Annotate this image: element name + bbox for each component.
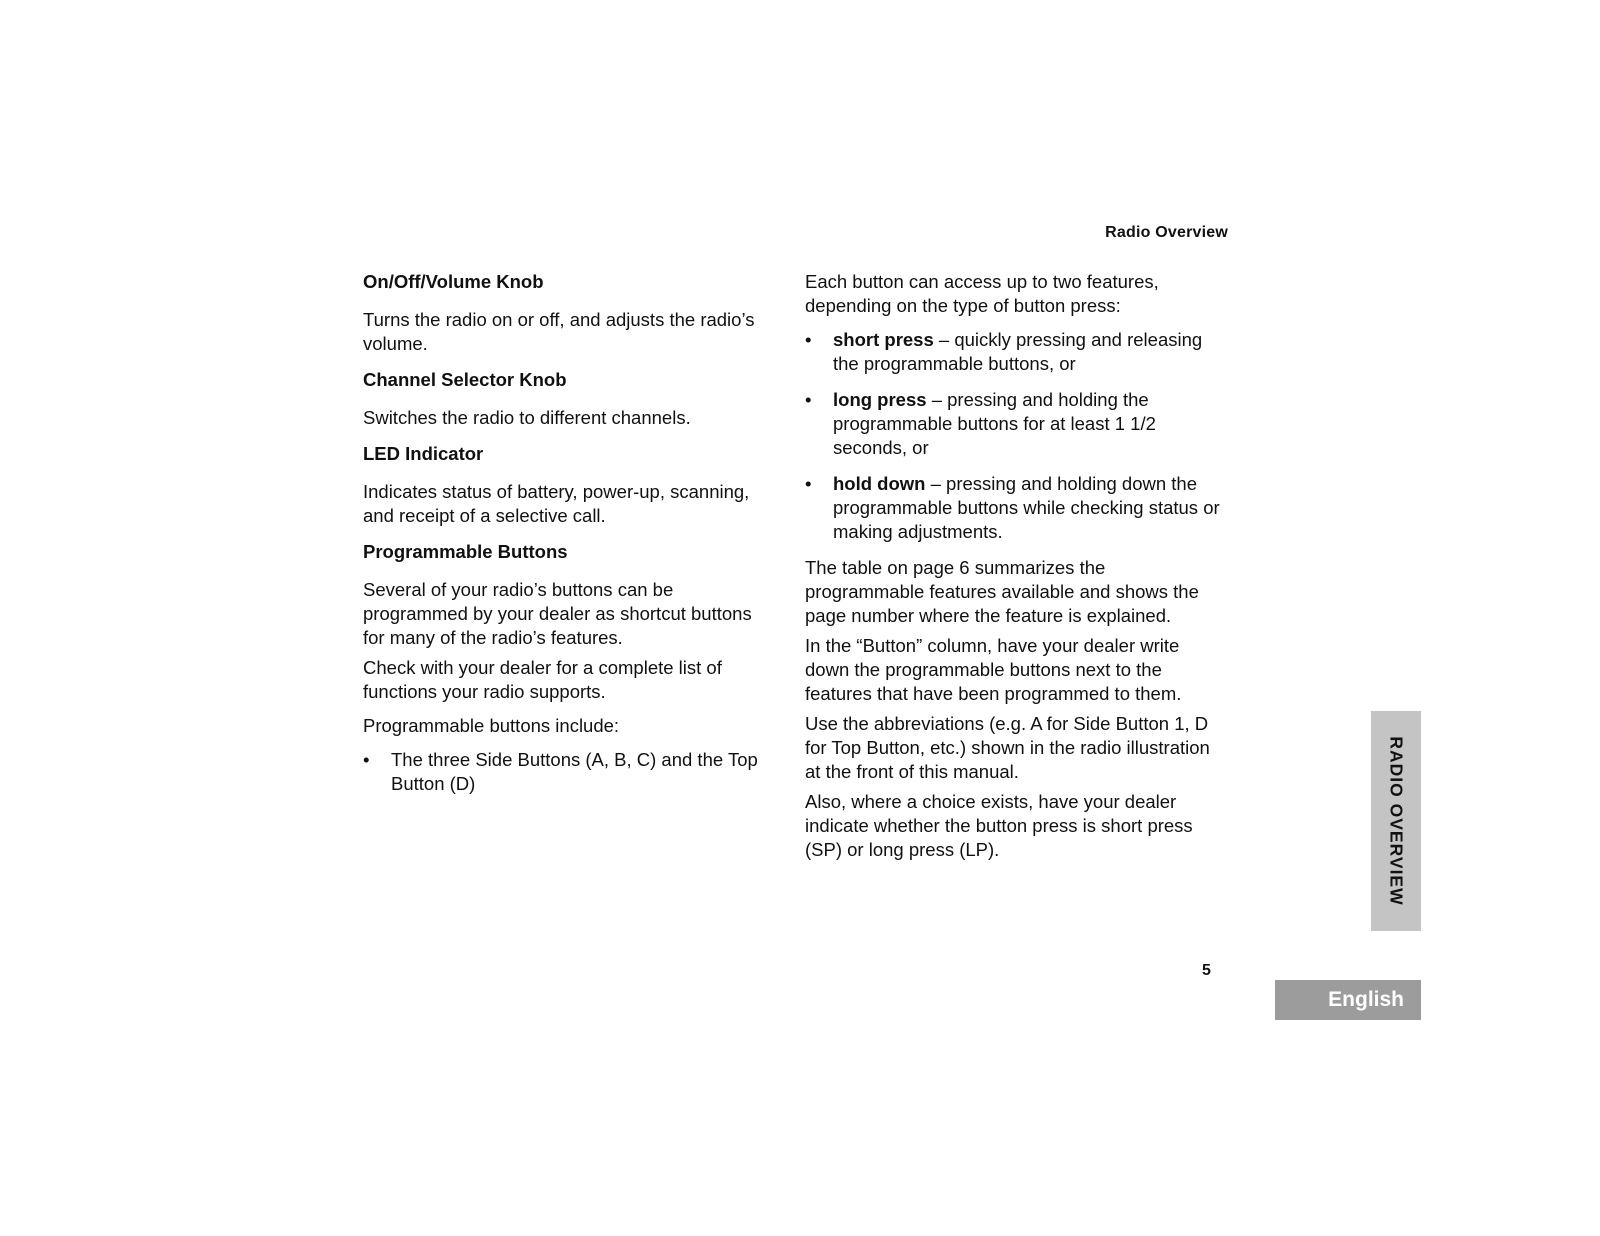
language-tab: English — [1275, 980, 1421, 1020]
term: long press — [833, 389, 927, 410]
term: hold down — [833, 473, 926, 494]
term-description: – pressing and holding down the programmable buttons while checking status or making adjustments. — [833, 473, 1220, 542]
term-description: – pressing and holding the programmable buttons for at least 1 1/2 seconds, or — [833, 389, 1156, 458]
term-description: – quickly pressing and releasing the programmable buttons, or — [833, 329, 1203, 374]
section-body: Indicates status of battery, power-up, scanning, and receipt of a selective call. — [363, 481, 750, 526]
page-number: 5 — [1202, 962, 1211, 979]
list-item — [805, 388, 1225, 460]
section-body: Programmable buttons include: — [363, 715, 620, 736]
body-paragraph: In the “Button” column, have your dealer write down the programmable buttons next to the features that have been programmed to them. — [805, 635, 1182, 704]
left-column — [363, 270, 763, 808]
right-column — [805, 270, 1225, 868]
section-body: Check with your dealer for a complete list of functions your radio supports. — [363, 657, 722, 702]
bullet-list — [805, 328, 1225, 544]
body-paragraph: The table on page 6 summarizes the programmable features available and shows the page number where the feature is explained. — [805, 557, 1199, 626]
bullet-icon: • — [363, 749, 370, 770]
bullet-icon: • — [805, 473, 812, 494]
bullet-icon: • — [805, 329, 812, 350]
section-heading: Channel Selector Knob — [363, 369, 567, 390]
section-heading: On/Off/Volume Knob — [363, 271, 544, 292]
term: short press — [833, 329, 934, 350]
section-body: Switches the radio to different channels. — [363, 407, 691, 428]
section-body: Turns the radio on or off, and adjusts the radio’s volume. — [363, 309, 755, 354]
section-body: Several of your radio’s buttons can be programmed by your dealer as shortcut buttons for many of the radio’s features. — [363, 579, 752, 648]
list-item — [805, 472, 1225, 544]
list-item-text: The three Side Buttons (A, B, C) and the Top Button (D) — [391, 749, 758, 794]
list-item — [363, 748, 763, 796]
section-thumb-tab — [1371, 711, 1421, 931]
running-head: Radio Overview — [1105, 224, 1228, 241]
body-paragraph: Also, where a choice exists, have your dealer indicate whether the button press is short press (SP) or long press (LP). — [805, 791, 1193, 860]
body-paragraph: Use the abbreviations (e.g. A for Side Button 1, D for Top Button, etc.) shown in the radio illustration at the front of this manual. — [805, 713, 1210, 782]
bullet-list — [363, 748, 763, 796]
list-item — [805, 328, 1225, 376]
section-heading: LED Indicator — [363, 443, 484, 464]
section-thumb-tab-label: RADIO OVERVIEW — [1386, 736, 1407, 906]
bullet-icon: • — [805, 389, 812, 410]
section-heading: Programmable Buttons — [363, 541, 568, 562]
intro-paragraph: Each button can access up to two features, depending on the type of button press: — [805, 271, 1159, 316]
